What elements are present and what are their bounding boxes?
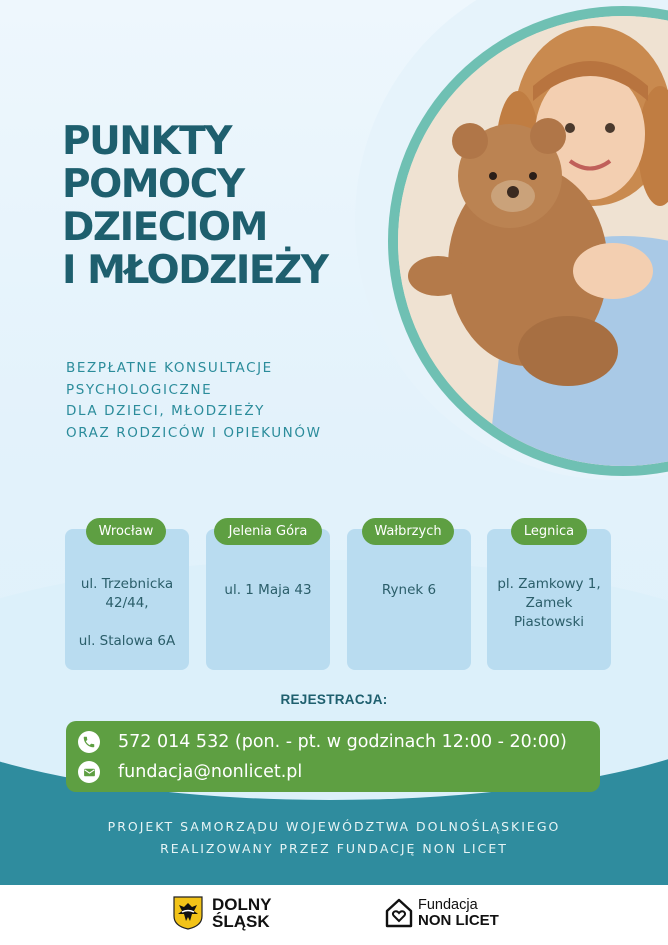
house-heart-icon (385, 898, 413, 928)
address-line: pl. Zamkowy 1, (497, 576, 601, 592)
address-line: Zamek (525, 595, 573, 611)
city-badge-walbrzych: Wałbrzych (362, 518, 454, 545)
address-line: 42/44, (105, 595, 149, 611)
contact-box (66, 721, 600, 792)
email-row[interactable] (78, 760, 302, 784)
location-address (347, 581, 471, 600)
location-address (487, 575, 611, 632)
address-spacer (65, 613, 189, 632)
project-line: REALIZOWANY PRZEZ FUNDACJĘ NON LICET (160, 841, 508, 856)
eagle-coat-of-arms-icon (173, 896, 203, 930)
logo-line: ŚLĄSK (212, 912, 270, 931)
city-badge-wroclaw: Wrocław (86, 518, 166, 545)
phone-row[interactable] (78, 730, 567, 754)
email-address: fundacja@nonlicet.pl (118, 762, 303, 782)
subtitle (66, 358, 322, 444)
non-licet-wordmark (418, 897, 499, 929)
address-line: Piastowski (513, 614, 585, 630)
email-icon (78, 761, 100, 783)
title-line: DZIECIOM (62, 205, 267, 250)
registration-label: REJESTRACJA: (280, 692, 388, 707)
city-badge-jelenia-gora: Jelenia Góra (214, 518, 322, 545)
phone-number: 572 014 532 (pon. - pt. w godzinach 12:00 - 20:00) (118, 732, 567, 752)
address-line: ul. Stalowa 6A (78, 633, 176, 649)
location-card-walbrzych (347, 529, 471, 670)
non-licet-logo (385, 897, 499, 929)
title-line: I MŁODZIEŻY (62, 248, 328, 293)
subtitle-line: BEZPŁATNE KONSULTACJE (66, 360, 273, 376)
project-line: PROJEKT SAMORZĄDU WOJEWÓDZTWA DOLNOŚLĄSKIEGO (107, 819, 561, 834)
city-badge-legnica: Legnica (511, 518, 587, 545)
address-line: Rynek 6 (381, 582, 437, 598)
phone-icon (78, 731, 100, 753)
location-card-jelenia-gora (206, 529, 330, 670)
title-line: POMOCY (62, 162, 244, 207)
subtitle-line: DLA DZIECI, MŁODZIEŻY (66, 403, 266, 419)
location-card-legnica (487, 529, 611, 670)
address-line: ul. 1 Maja 43 (224, 582, 312, 598)
project-note (0, 816, 668, 860)
title-line: PUNKTY (62, 119, 231, 164)
page-title (62, 120, 328, 292)
location-card-wroclaw (65, 529, 189, 670)
dolny-slask-logo (173, 896, 272, 930)
logo-footer-band (0, 885, 668, 945)
logo-line: DOLNY (212, 895, 272, 914)
dolny-slask-wordmark (212, 896, 272, 930)
location-address (206, 581, 330, 600)
subtitle-line: PSYCHOLOGICZNE (66, 381, 213, 398)
subtitle-line: ORAZ RODZICÓW I OPIEKUNÓW (66, 424, 322, 441)
logo-line: Fundacja (418, 897, 478, 913)
logo-line: NON LICET (418, 912, 499, 929)
location-address (65, 575, 189, 651)
address-line: ul. Trzebnicka (80, 576, 174, 592)
